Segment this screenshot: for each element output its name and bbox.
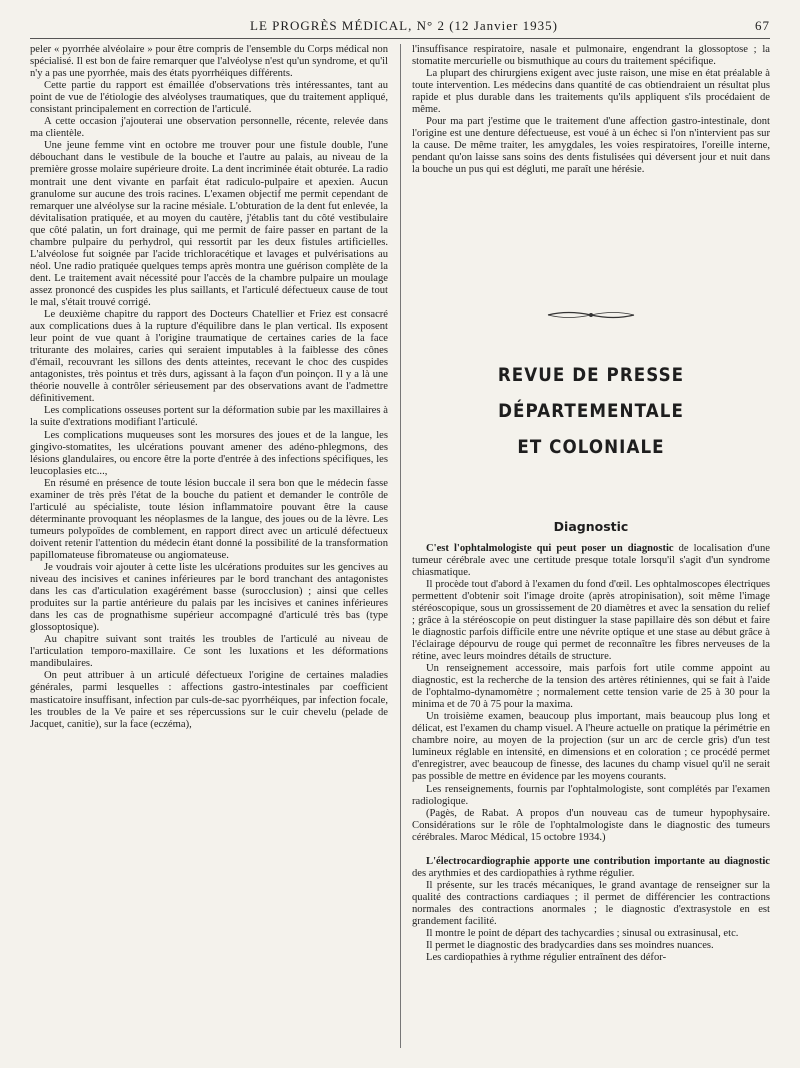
citation: (Pagès, de Rabat. A propos d'un nouveau cas de tumeur hypophysaire. Considérations sur le rôle de l'ophtalmologiste dans le diagnostic des tumeurs cérébrales. Maroc Médical, 15 octobre 1934.) [412,807,770,843]
article-lead-paragraph [412,543,770,579]
paragraph: Il procède tout d'abord à l'examen du fond d'œil. Les ophtalmoscopes électriques permettent d'obtenir soit l'image droite (après atropinisation), soit même l'image stéréoscopique, sous un grossissement de 20 diamètres et avec la sensation du relief ; grâce à la stéréoscopie on peut distinguer la stase papillaire dès son début et faire le diagnostic parfois difficile entre une névrite optique et une stase au début grâce à l'éclairage dépourvu de rouge qui permet de reconnaître les fibres nerveuses de la rétine, avec leurs moindres détails de structure. [412,578,770,662]
paragraph: Le deuxième chapitre du rapport des Docteurs Chatellier et Friez est consacré aux complications dues à la rupture d'équilibre dans le plan vertical. Ils exposent leur point de vue quant à l'origine traumatique de certaines caries de la face triturante des molaires, caries qui seraient imputables à la faiblesse des cônes d'émail, recouvrant les sillons des dents atteintes, recevant le choc des cuspides antagonistes, très pointus et très durs, agissant à la façon d'un poinçon. Il y a là une théorie nouvelle à contrôler sérieusement par des observations avant de l'admettre définitivement. [30,309,388,405]
article-lead-rest: des arythmies et des cardiopathies à rythme régulier. [412,867,635,879]
section-title [433,357,748,465]
journal-title: LE PROGRÈS MÉDICAL, N° 2 (12 Janvier 1935) [250,18,558,33]
subsection-title: Diagnostic [553,518,629,534]
paragraph: Au chapitre suivant sont traités les troubles de l'articulé au niveau de l'articulation temporo-maxillaire. Ce sont les luxations et les déformations mandibulaires. [30,634,388,670]
paragraph: Il permet le diagnostic des bradycardies dans ses moindres nuances. [426,940,714,952]
paragraph: Il présente, sur les tracés mécaniques, le grand avantage de renseigner sur la qualité des contractions cardiaques ; il permet de différencier les contractions normales des contractions anormales ; le diagnostic d'extrasystole en est grandement facilité. [412,879,770,927]
paragraph: l'insuffisance respiratoire, nasale et pulmonaire, engendrant la glossoptose ; la stomatite mercurielle ou bismuthique au cours du traitement spécifique. [412,44,770,68]
article-lead-paragraph [412,856,770,880]
paragraph: La plupart des chirurgiens exigent avec juste raison, une mise en état préalable à toute intervention. Les médecins dans quantité de cas obtiendraient un résultat plus rapide et plus durable dans les traitements qu'ils appliquent s'ils procédaient de même. [412,68,770,116]
paragraph: Cette partie du rapport est émaillée d'observations très intéressantes, tant au point de vue de l'étiologie des alvéolyses traumatiques, que du traitement appliqué, consistant principalement en correction de l'articulé. [30,80,388,116]
paragraph: Pour ma part j'estime que le traitement d'une affection gastro-intestinale, dont l'origine est une denture défectueuse, est voué à un échec si l'on n'intervient pas sur la cause. De même traiter, les amygdales, les voies respiratoires, l'oreille interne, pendant qu'on laisse sans soins des dents fistulisées qui déversent jour et nuit dans la bouche un pus qui est dégluti, me paraît une hérésie. [412,116,770,176]
paragraph: Les complications osseuses portent sur la déformation subie par les maxillaires à la suite d'extrations modifiant l'articulé. [30,405,388,429]
paragraph: Les renseignements, fournis par l'ophtalmologiste, sont complétés par l'examen radiologique. [412,783,770,807]
header-rule [30,38,770,39]
left-column [30,44,388,1048]
section-title-line: REVUE DE PRESSE DÉPARTEMENTALE [497,363,685,422]
paragraph: Un renseignement accessoire, mais parfois fort utile comme appoint au diagnostic, est la recherche de la tension des artères rétiniennes, qui se fait à l'aide de l'ophtalmo-dynamomètre ; normalement cette tension varie de 25 à 30 pour la minima et de 70 à 75 pour la maxima. [412,663,770,711]
article-lead: L'électrocardiographie apporte une contribution importante au diagnostic [426,855,770,867]
page-number: 67 [755,18,770,33]
article-lead-rest: de localisation d'une tumeur cérébrale avec une certitude presque totale lorsqu'il s'agit d'un syndrome chiasmatique. [412,542,770,578]
paragraph: Les complications muqueuses sont les morsures des joues et de la langue, les gingivo-stomatites, les ulcérations pouvant amener des adéno-phlegmons, des lésions glandulaires, ou encore être la porte d'entrée à des infections spécifiques, les leucoplasies etc..., [30,429,388,477]
paragraph: Une jeune femme vint en octobre me trouver pour une fistule double, l'une débouchant dans le vestibule de la bouche et l'autre au palais, au niveau de la première grosse molaire supérieure droite. La dent incriminée était obturée. La radio montrait une dent vivante en parfait état radiculo-pulpaire et apexien. Aucun granulome sur aucune des trois racines. L'examen objectif me permit cependant de remarquer une alvéolyse sur la racine mésiale. L'obturation de la dent fut enlevée, la dévitalisation pratiquée, et au moyen du cautère, j'établis tant du côté vestibulaire que côté palatin, un fort drainage, qui me permit de faire passer en partant de la chambre pulpaire du perhydrol, qui ressortit par les deux fistules artificielles. L'alvéolose fut soignée par l'acide trichloracétique et lavages et pulvérisations au néol. Une radio pratiquée quelques temps après montra une guérison complète de la dent. Le traitement avait nécessité pour l'accès de la chambre pulpaire un moulage assez prononcé des cuspides les plus saillants, et l'articulé défectueux cause de tout le mal, s'était trouvé corrigé. [30,140,388,308]
paragraph: En résumé en présence de toute lésion buccale il sera bon que le médecin fasse examiner de très près l'état de la bouche du patient et demander le contrôle de l'articulé au spécialiste, toute lésion inflammatoire pouvant être la cause déterminante provoquant les néoplasmes de la langue, des joues ou de la lèvre. Les tumeurs polypoïdes de comblement, en rapport direct avec un articulé défectueux doivent retenir l'attention du médecin étant donné la possibilité de la transformation papillomateuse fibromateuse ou angiomateuse. [30,477,388,561]
ornament-divider [412,309,770,329]
paragraph: Un troisième examen, beaucoup plus important, mais beaucoup plus long et délicat, est l'examen du champ visuel. A l'heure actuelle on pratique la périmétrie en chambre noire, au moyen de la projection (sur un arc de cercle gris) d'un test lumineux réglable en intensité, en dimensions et en coloration ; ce procédé permet d'enregistrer, avec beaucoup de finesse, des lacunes du champ visuel qu'il ne serait pas possible de mettre en évidence par les moyens courants. [412,711,770,783]
ornament-icon [546,309,636,321]
paragraph: peler « pyorrhée alvéolaire » pour être compris de l'ensemble du Corps médical non spécialisé. Il est bon de faire remarquer que l'alvéolyse n'est qu'un syndrome, et qu'il n'y a pas une pyorrhée, mais des états pyorrhéiques différents. [30,44,388,80]
paragraph: A cette occasion j'ajouterai une observation personnelle, récente, relevée dans ma clientèle. [30,116,388,140]
right-column [412,44,770,1048]
column-divider [400,44,401,1048]
running-head [30,14,770,36]
paragraph: Les cardiopathies à rythme régulier entraînent des défor- [426,952,667,964]
paragraph: Je voudrais voir ajouter à cette liste les ulcérations produites sur les gencives au niveau des incisives et canines inférieures par le bord tranchant des antagonistes dans les cas d'articulation exagérément basse (surocclusion) ; ainsi que celles produites sur la partie antérieure du palais par les incisives et canines inférieures dans les cas de prognathisme supérieur accompagné d'articulé très bas (type glossoptosique). [30,562,388,634]
article-lead: C'est l'ophtalmologiste qui peut poser un diagnostic [426,542,674,554]
paragraph: On peut attribuer à un articulé défectueux l'origine de certaines maladies générales, parmi lesquelles : affections gastro-intestinales par coefficient masticatoire insuffisant, infection par culs-de-sac pyorrhéiques, par infection focale, les troubles de la Ve paire et ses répercussions sur le cuir chevelu (pelade de Jacquet, canitie), sur la face (eczéma), [30,670,388,730]
paragraph: Il montre le point de départ des tachycardies ; sinusal ou extrasinusal, etc. [426,928,739,940]
section-title-line: ET COLONIALE [517,435,665,458]
